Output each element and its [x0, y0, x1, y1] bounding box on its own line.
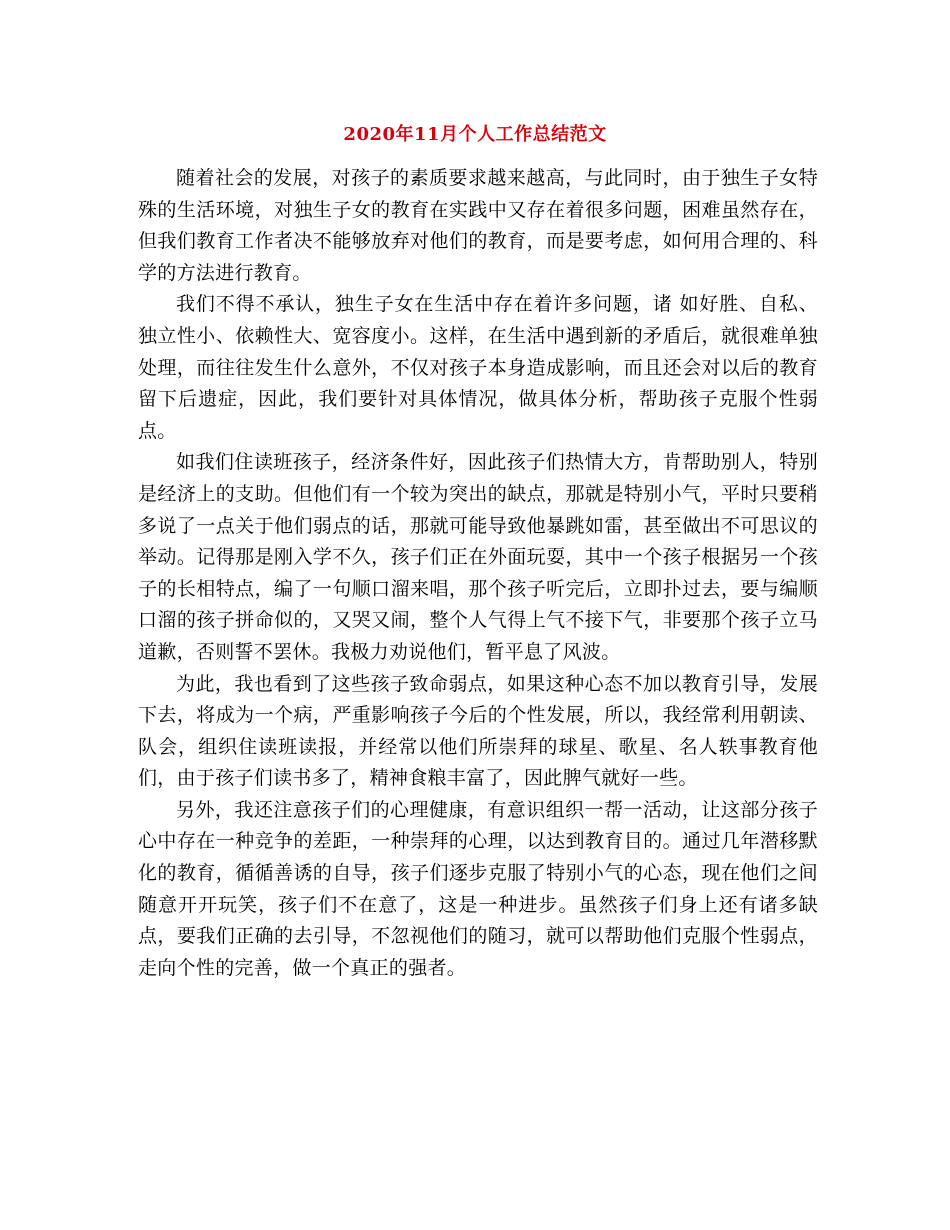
document-body [138, 163, 818, 984]
paragraph-4: 为此，我也看到了这些孩子致命弱点，如果这种心态不加以教育引导，发展下去，将成为一个病，严重影响孩子今后的个性发展，所以，我经常利用朝读、队会，组织住读班读报，并经常以他们所崇拜的球星、歌星、名人轶事教育他们，由于孩子们读书多了，精神食粮丰富了，因此脾气就好一些。 [138, 672, 818, 790]
paragraph-2: 我们不得不承认，独生子女在生活中存在着许多问题，诸 如好胜、自私、独立性小、依赖性大、宽容度小。这样，在生活中遇到新的矛盾后，就很难单独处理，而往往发生什么意外，不仅对孩子本身造成影响，而且还会对以后的教育留下后遗症，因此，我们要针对具体情况，做具体分析，帮助孩子克服个性弱点。 [138, 293, 818, 442]
paragraph-1: 随着社会的发展，对孩子的素质要求越来越高，与此同时，由于独生子女特殊的生活环境，对独生子女的教育在实践中又存在着很多问题，困难虽然存在，但我们教育工作者决不能够放弃对他们的教育，而是要考虑，如何用合理的、科学的方法进行教育。 [138, 167, 818, 284]
paragraph-5: 另外，我还注意孩子们的心理健康，有意识组织一帮一活动，让这部分孩子心中存在一种竞争的差距，一种崇拜的心理，以达到教育目的。通过几年潜移默化的教育，循循善诱的自导，孩子们逐步克服了特别小气的心态，现在他们之间随意开开玩笑，孩子们不在意了，这是一种进步。虽然孩子们身上还有诸多缺点，要我们正确的去引导，不忽视他们的随习，就可以帮助他们克服个性弱点，走向个性的完善，做一个真正的强者。 [138, 798, 818, 979]
paragraph-3: 如我们住读班孩子，经济条件好，因此孩子们热情大方，肯帮助别人，特别是经济上的支助。但他们有一个较为突出的缺点，那就是特别小气，平时只要稍多说了一点关于他们弱点的话，那就可能导致他暴跳如雷，甚至做出不可思议的举动。记得那是刚入学不久，孩子们正在外面玩耍，其中一个孩子根据另一个孩子的长相特点，编了一句顺口溜来唱，那个孩子听完后，立即扑过去，要与编顺口溜的孩子拼命似的，又哭又闹，整个人气得上气不接下气，非要那个孩子立马道歉，否则誓不罢休。我极力劝说他们，暂平息了风波。 [138, 451, 818, 663]
document-title: 2020年11月个人工作总结范文 [343, 124, 607, 145]
